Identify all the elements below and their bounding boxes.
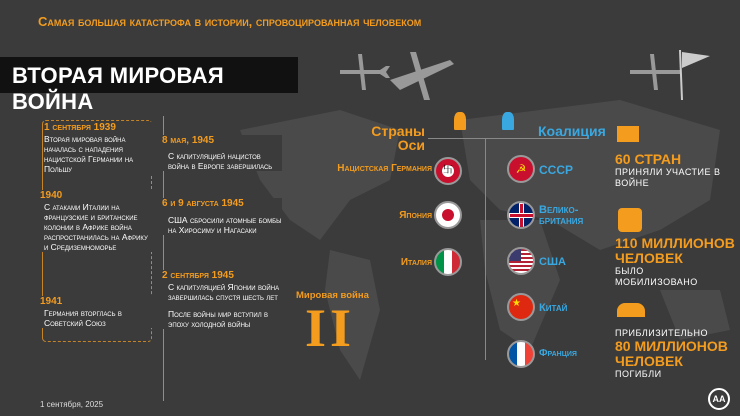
axis-soldier-icon bbox=[454, 112, 466, 130]
flag-japan-icon bbox=[434, 201, 462, 229]
flag-italy-icon bbox=[434, 248, 462, 276]
event-text: США сбросили атомные бомбы на Хиросиму и Нагасаки bbox=[168, 215, 282, 235]
axis-heading bbox=[330, 124, 425, 152]
allies-heading: Коалиция bbox=[538, 123, 606, 139]
timeline-event bbox=[162, 135, 282, 171]
event-date: 1940 bbox=[40, 190, 63, 201]
stat-value: 110 МИЛЛИОНОВ ЧЕЛОВЕК bbox=[615, 235, 735, 266]
event-text: С атаками Италии на французские и британские колонии в Африке война распространилась на Африку и Средиземноморье bbox=[44, 202, 148, 252]
event-text: Вторая мировая война началась с нападения нацистской Германии на Польшу bbox=[44, 134, 134, 174]
country-label-china: Китай bbox=[539, 302, 568, 314]
gravestones-icon bbox=[617, 303, 645, 317]
stat-killed bbox=[615, 328, 740, 380]
stat-mobilized bbox=[615, 236, 735, 288]
world-war-numeral: II bbox=[305, 298, 356, 358]
airplanes-silhouette-icon bbox=[330, 40, 720, 110]
timeline-event bbox=[40, 296, 152, 328]
event-text: Германия вторглась в Советский Союз bbox=[44, 308, 122, 328]
event-date: 1941 bbox=[40, 296, 63, 307]
flag-icon bbox=[617, 126, 639, 142]
stat-caption: ПОГИБЛИ bbox=[615, 369, 662, 379]
timeline-event bbox=[40, 190, 152, 252]
event-text: После войны мир вступил в эпоху холодной войны bbox=[168, 309, 269, 329]
country-label-france: Франция bbox=[539, 348, 577, 359]
timeline-event bbox=[162, 198, 282, 235]
event-date: 8 мая, 1945 bbox=[162, 135, 215, 146]
flag-usa-icon bbox=[507, 247, 535, 275]
flag-germany-icon: 卐 bbox=[434, 157, 462, 185]
stat-value: 60 СТРАН bbox=[615, 151, 682, 167]
flag-uk-icon bbox=[507, 201, 535, 229]
country-label-usa: США bbox=[539, 256, 566, 268]
stat-value: 80 МИЛЛИОНОВ ЧЕЛОВЕК bbox=[615, 338, 728, 369]
event-date: 2 сентября 1945 bbox=[162, 270, 234, 281]
page-title: ВТОРАЯ МИРОВАЯ ВОЙНА bbox=[0, 57, 298, 93]
flag-china-icon: ★ bbox=[507, 293, 535, 321]
event-date: 1 сентября 1939 bbox=[44, 122, 116, 133]
divider-vertical bbox=[485, 138, 486, 360]
event-date: 6 и 9 августа 1945 bbox=[162, 198, 244, 209]
country-label-ussr: СССР bbox=[539, 163, 574, 177]
event-text: С капитуляцией нацистов война в Европе завершилась bbox=[168, 151, 273, 171]
flag-france-icon bbox=[507, 340, 535, 368]
country-label-italy: Италия bbox=[400, 257, 432, 268]
footer-date: 1 сентября, 2025 bbox=[40, 400, 104, 409]
stat-countries bbox=[615, 152, 735, 189]
aa-logo: AA bbox=[708, 388, 730, 410]
timeline-event bbox=[162, 270, 282, 329]
country-label-japan: Япония bbox=[399, 210, 432, 221]
timeline-event bbox=[44, 122, 154, 174]
event-text: С капитуляцией Японии война завершилась спустя шесть лет bbox=[168, 282, 280, 302]
stat-caption: ПРИНЯЛИ УЧАСТИЕ В ВОЙНЕ bbox=[615, 167, 721, 188]
stat-caption: БЫЛО МОБИЛИЗОВАНО bbox=[615, 266, 698, 287]
subtitle: Самая большая катастрофа в истории, спровоцированная человеком bbox=[38, 14, 422, 29]
axis-heading-line1: Страны bbox=[371, 123, 425, 139]
country-label-uk: Велико-британия bbox=[539, 204, 584, 227]
country-label-germany: Нацистская Германия bbox=[337, 163, 432, 174]
axis-heading-line2: Оси bbox=[397, 137, 425, 153]
allies-soldier-icon bbox=[502, 112, 514, 130]
soldiers-icon bbox=[618, 208, 642, 232]
stat-prefix: ПРИБЛИЗИТЕЛЬНО bbox=[615, 328, 708, 338]
world-war-label: Мировая война bbox=[296, 290, 369, 301]
flag-ussr-icon: ☭ bbox=[507, 155, 535, 183]
